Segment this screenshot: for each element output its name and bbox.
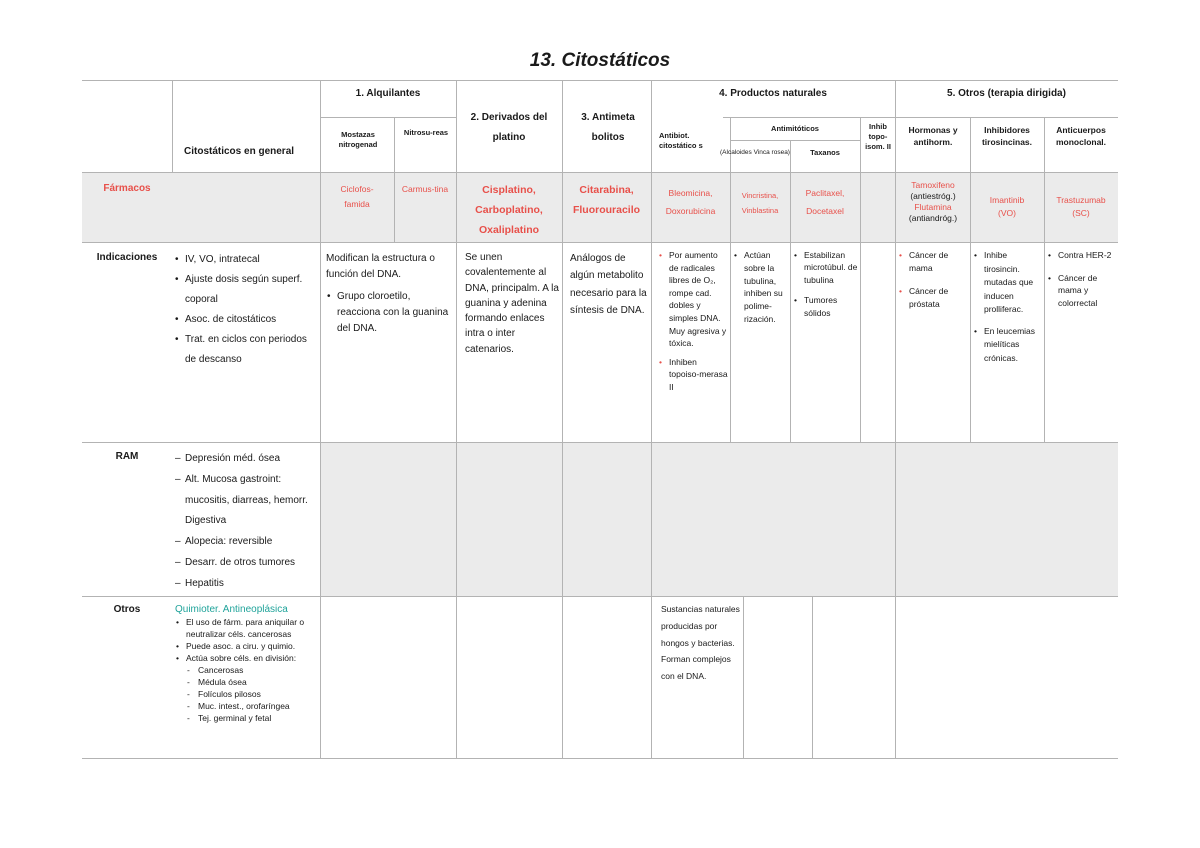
drug-tamoxifeno: Tamoxifeno xyxy=(911,180,955,190)
indicaciones-antimetabolitos: Análogos de algún metabolito necesario para la síntesis de DNA. xyxy=(570,253,647,317)
list-item: - Folículos pilosos xyxy=(185,688,320,700)
page-title: 13. Citostáticos xyxy=(529,50,671,71)
header-platino: 2. Derivados del platino xyxy=(470,112,548,143)
drug-flutamina: Flutamina xyxy=(914,202,952,212)
otros-line-a xyxy=(743,596,744,758)
indicaciones-taxanos-list xyxy=(793,249,859,319)
header-topoisomerasa: Inhib topo-isom. II xyxy=(865,122,891,151)
list-item: • El uso de fárm. para aniquilar o neutralizar céls. cancerosas xyxy=(175,616,320,640)
list-item: • Puede asoc. a ciru. y quimio. xyxy=(175,640,320,652)
otros-sublist xyxy=(175,664,320,724)
list-item: • En leucemias mielíticas crónicas. xyxy=(973,325,1039,366)
drug-oxaliplatino: Oxaliplatino xyxy=(478,224,540,236)
list-item: • Actúa sobre céls. en división: xyxy=(175,652,320,664)
header-alquilantes: 1. Alquilantes xyxy=(355,88,421,99)
col-line-2 xyxy=(320,80,321,758)
header-antibioticos: Antibiot. citostático s xyxy=(659,131,703,150)
header-hormonas: Hormonas y antihorm. xyxy=(908,125,958,147)
header-anticuerpos: Anticuerpos monoclonal. xyxy=(1055,125,1107,147)
list-item: • IV, VO, intratecal xyxy=(174,250,316,270)
drug-fluorouracilo: Fluorouracilo xyxy=(572,204,641,216)
header-general: Citostáticos en general xyxy=(184,146,295,157)
subheader-line-left xyxy=(320,117,456,118)
otros-general xyxy=(175,603,320,724)
indicaciones-alquilantes xyxy=(326,251,454,337)
indicaciones-vinca-list xyxy=(733,249,789,326)
header-productos-naturales: 4. Productos naturales xyxy=(719,88,827,99)
header-otros: 5. Otros (terapia dirigida) xyxy=(947,88,1066,99)
header-bottom-line xyxy=(82,172,1118,173)
list-item: • Cáncer de mama y colorrectal xyxy=(1047,272,1113,310)
drug-citarabina: Citarabina, xyxy=(579,184,634,196)
indicaciones-tki-list xyxy=(973,249,1039,365)
col-line-11 xyxy=(970,117,971,442)
header-tirosincinas: Inhibidores tirosincinas. xyxy=(981,125,1033,147)
row-label-indicaciones: Indicaciones xyxy=(96,252,158,263)
indicaciones-antibioticos-list xyxy=(658,249,728,394)
row-label-ram: RAM xyxy=(115,451,139,462)
list-item: • Cáncer de próstata xyxy=(898,285,968,310)
alquilantes-list xyxy=(326,289,454,337)
header-antimetabolitos: 3. Antimeta bolitos xyxy=(581,112,635,143)
list-item: • Actúan sobre la tubulina, inhiben su polime-rización. xyxy=(733,249,789,326)
drug-platino xyxy=(456,180,562,240)
row-label-farmacos: Fármacos xyxy=(103,183,151,194)
list-item: • Estabilizan microtúbul. de tubulina xyxy=(793,249,859,286)
list-item: • Cáncer de mama xyxy=(898,249,968,274)
indicaciones-hormonas-list xyxy=(898,249,968,310)
drug-doxorubicina: Doxorubicina xyxy=(665,206,716,216)
drug-vinblastina: Vinblastina xyxy=(741,206,779,215)
col-line-6 xyxy=(651,80,652,758)
drug-trastuzumab-route: (SC) xyxy=(1072,208,1090,218)
list-item: • Trat. en ciclos con periodos de descanso xyxy=(174,330,316,370)
list-item: • Inhiben topoiso-merasa II xyxy=(658,356,728,394)
ram-row-shade xyxy=(320,442,1118,596)
list-item: – Hepatitis xyxy=(174,574,320,595)
header-nitrosureas: Nitrosu-reas xyxy=(403,128,449,137)
list-item: • Inhibe tirosincin. mutadas que inducen prolliferac. xyxy=(973,249,1039,317)
list-item: - Médula ósea xyxy=(185,676,320,688)
col-line-7 xyxy=(730,117,731,442)
indicaciones-platino: Se unen covalentemente al DNA, principalm. A la guanina y adenina formando enlaces intra o inter catenarios. xyxy=(465,252,559,355)
drug-antiestrogeno: (antiestróg.) xyxy=(910,191,956,201)
list-item: • Por aumento de radicales libres de O₂, rompe cad. dobles y simples DNA. Muy agresiva y tóxica. xyxy=(658,249,728,350)
drug-cisplatino: Cisplatino, xyxy=(482,184,536,196)
col-line-12 xyxy=(1044,117,1045,442)
drug-vinca xyxy=(730,188,790,218)
farmacos-bottom-line xyxy=(82,242,1118,243)
subheader-line-mid xyxy=(723,117,895,118)
list-item: • Ajuste dosis según superf. coporal xyxy=(174,270,316,310)
drug-taxanos xyxy=(790,184,860,220)
drug-antibioticos xyxy=(651,184,730,220)
drug-antimetabolitos xyxy=(562,180,651,220)
table-bottom-line xyxy=(82,758,1118,759)
drug-imantinib: Imantinib xyxy=(989,195,1025,205)
otros-heading: Quimioter. Antineoplásica xyxy=(175,604,288,615)
col-line-3 xyxy=(394,117,395,242)
list-item: - Muc. intest., orofaríngea xyxy=(185,700,320,712)
list-item: • Contra HER-2 xyxy=(1047,249,1113,262)
list-item: – Alt. Mucosa gastroint: mucositis, diarreas, hemorr. Digestiva xyxy=(174,470,320,532)
drug-ciclofosfamida: Ciclofos-famida xyxy=(340,184,374,209)
indicaciones-bottom-line xyxy=(82,442,1118,443)
list-item: • Tumores sólidos xyxy=(793,294,859,319)
header-vinca: (Alcaloides Vinca rosea) xyxy=(720,149,790,156)
list-item: • Asoc. de citostáticos xyxy=(174,310,316,330)
drug-vincristina: Vincristina, xyxy=(741,191,779,200)
list-item: - Cancerosas xyxy=(185,664,320,676)
drug-mab xyxy=(1044,194,1118,220)
header-taxanos: Taxanos xyxy=(810,148,840,157)
col-line-9 xyxy=(860,117,861,442)
antimitoticos-line xyxy=(730,140,860,141)
ram-bottom-line xyxy=(82,596,1118,597)
list-item: - Tej. germinal y fetal xyxy=(185,712,320,724)
drug-carmustina: Carmus-tina xyxy=(401,184,449,194)
col-line-1 xyxy=(172,80,173,172)
list-item: • Grupo cloroetilo, reacciona con la guanina del DNA. xyxy=(326,289,454,337)
subheader-line-right xyxy=(895,117,1118,118)
otros-line-b xyxy=(812,596,813,758)
row-label-otros: Otros xyxy=(113,604,141,615)
list-item: – Alopecia: reversible xyxy=(174,532,320,553)
list-item: – Depresión méd. ósea xyxy=(174,449,320,470)
ram-list xyxy=(174,449,320,595)
alquilantes-text: Modifican la estructura o función del DNA. xyxy=(326,253,435,280)
header-mostazas: Mostazas nitrogenad xyxy=(338,130,378,149)
header-antimitoticos: Antimitóticos xyxy=(771,124,819,133)
drug-antiandrogeno: (antiandróg.) xyxy=(908,213,958,223)
drug-bleomicina: Bleomicina, xyxy=(668,188,713,198)
list-item: – Desarr. de otros tumores xyxy=(174,553,320,574)
drug-tki xyxy=(970,194,1044,220)
drug-docetaxel: Docetaxel xyxy=(806,206,844,216)
otros-list xyxy=(175,616,320,664)
drug-trastuzumab: Trastuzumab xyxy=(1056,195,1106,205)
drug-imantinib-route: (VO) xyxy=(998,208,1016,218)
indicaciones-mab-list xyxy=(1047,249,1113,309)
drug-carboplatino: Carboplatino, xyxy=(475,204,543,216)
drug-paclitaxel: Paclitaxel, xyxy=(805,188,845,198)
drug-hormonas xyxy=(896,180,970,224)
table-top-border xyxy=(82,80,1118,81)
indicaciones-general-list xyxy=(174,250,316,370)
otros-antibioticos: Sustancias naturales producidas por hongos y bacterias. Forman complejos con el DNA. xyxy=(661,604,740,682)
